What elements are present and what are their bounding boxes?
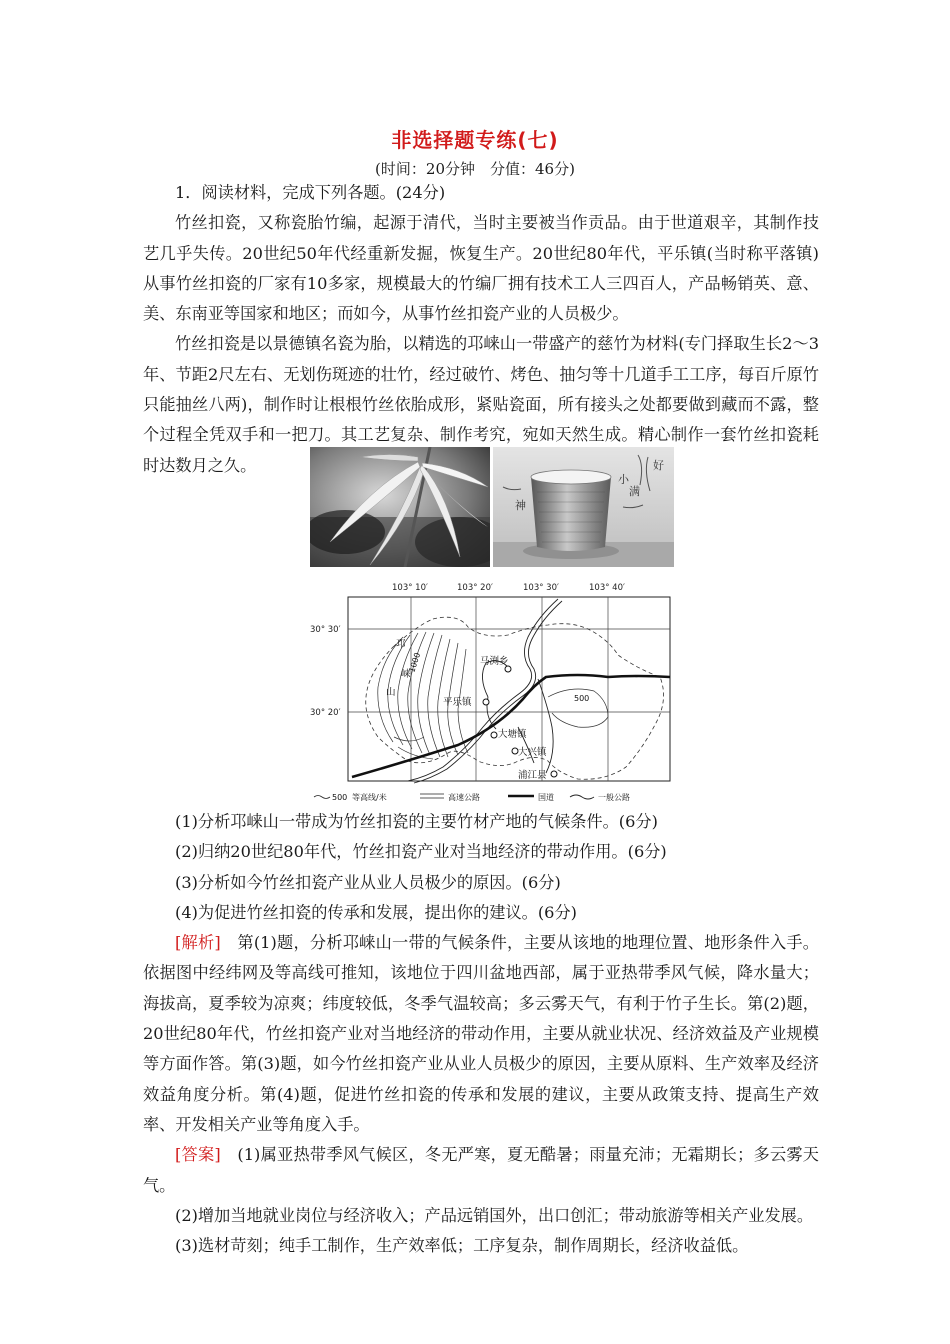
town-label: 大兴镇 bbox=[518, 747, 547, 758]
mountain-label: 邛 bbox=[396, 639, 406, 650]
exam-meta: (时间：20分钟 分值：46分) bbox=[375, 160, 575, 178]
mountain-label: 山 bbox=[386, 687, 396, 698]
questions-and-answers bbox=[143, 807, 819, 1261]
town-label: 浦江县 bbox=[518, 770, 547, 781]
photo-strip bbox=[310, 447, 674, 567]
legend-expressway-label: 高速公路 bbox=[448, 793, 480, 802]
material-paragraph-2: 竹丝扣瓷是以景德镇名瓷为胎，以精选的邛崃山一带盛产的慈竹为材料(专门择取生长2～3年、节距2尺左右、无划伤斑迹的壮竹，经过破竹、烤色、抽匀等十几道手工工序，每百斤原竹只能抽丝八两)，制作时让根根竹丝依胎成形，紧贴瓷面，所有接头之处都要做到藏而不露，整个过程全凭双手和一把刀。其工艺复杂、制作考究，宛如天然生成。精心制作一套竹丝扣瓷耗时达数月之久。 bbox=[143, 334, 819, 475]
town-label: 马渕乡 bbox=[480, 656, 509, 667]
question-stem: 1．阅读材料，完成下列各题。(24分) bbox=[175, 183, 446, 202]
answer-3: (3)选材苛刻；纯手工制作，生产效率低；工序复杂，制作周期长，经济收益低。 bbox=[175, 1236, 749, 1256]
map-legend bbox=[314, 792, 630, 802]
sub-question-3: (3)分析如今竹丝扣瓷产业从业人员极少的原因。(6分) bbox=[175, 872, 561, 892]
town-label: 平乐镇 bbox=[443, 697, 472, 708]
legend-contour-label: 等高线/米 bbox=[352, 793, 387, 802]
lon-label: 103° 10′ bbox=[392, 583, 428, 593]
legend-general-road-label: 一般公路 bbox=[598, 793, 630, 802]
sub-question-4: (4)为促进竹丝扣瓷的传承和发展，提出你的建议。(6分) bbox=[175, 902, 577, 922]
sub-question-1: (1)分析邛崃山一带成为竹丝扣瓷的主要竹材产地的气候条件。(6分) bbox=[175, 812, 658, 831]
mountain-label: 崃 bbox=[401, 669, 411, 680]
material-block bbox=[143, 178, 819, 481]
calligraphy-char: 小 bbox=[618, 473, 629, 486]
page-title: 非选择题专练(七) bbox=[391, 128, 559, 152]
answer-1 bbox=[143, 1140, 819, 1201]
answer-1-text: (1)属亚热带季风气候区，冬无严寒，夏无酷暑；雨量充沛；无霜期长；多云雾天气。 bbox=[143, 1145, 819, 1195]
lon-label: 103° 20′ bbox=[457, 583, 493, 593]
lat-label: 30° 20′ bbox=[310, 708, 341, 718]
calligraphy-char: 满 bbox=[629, 485, 640, 498]
contour-label-1000: 1000 bbox=[407, 651, 423, 674]
region-map bbox=[308, 577, 674, 805]
analysis-paragraph bbox=[143, 928, 819, 1140]
legend-national-road-label: 国道 bbox=[538, 793, 554, 802]
material-paragraph-1: 竹丝扣瓷，又称瓷胎竹编，起源于清代，当时主要被当作贡品。由于世道艰辛，其制作技艺几乎失传。20世纪50年代经重新发掘，恢复生产。20世纪80年代，平乐镇(当时称平落镇)从事竹丝扣瓷的厂家有10多家，规模最大的竹编厂拥有技术工人三四百人，产品畅销英、意、美、东南亚等国家和地区；而如今，从事竹丝扣瓷产业的人员极少。 bbox=[143, 213, 819, 324]
cup-photo bbox=[493, 447, 674, 567]
lon-label: 103° 30′ bbox=[523, 583, 559, 593]
bamboo-photo bbox=[310, 447, 490, 567]
answer-2: (2)增加当地就业岗位与经济收入；产品远销国外，出口创汇；带动旅游等相关产业发展。 bbox=[175, 1205, 814, 1225]
analysis-text: 第(1)题，分析邛崃山一带的气候条件，主要从该地的地理位置、地形条件入手。依据图中经纬网及等高线可推知，该地位于四川盆地西部，属于亚热带季风气候，降水量大；海拔高，夏季较为凉爽；纬度较低，冬季气温较高；多云雾天气，有利于竹子生长。第(2)题，20世纪80年代，竹丝扣瓷产业对当地经济的带动作用，主要从就业状况、经济效益及产业规模等方面作答。第(3)题，如今竹丝扣瓷产业从业人员极少的原因，主要从原料、生产效率及经济效益角度分析。第(4)题，促进竹丝扣瓷的传承和发展的建议，主要从政策支持、提高生产效率、开发相关产业等角度入手。 bbox=[143, 933, 819, 1134]
answer-tag: [答案] bbox=[175, 1145, 221, 1165]
calligraphy-char: 好 bbox=[653, 459, 664, 472]
lon-label: 103° 40′ bbox=[589, 583, 625, 593]
lat-label: 30° 30′ bbox=[310, 625, 341, 635]
sub-question-2: (2)归纳20世纪80年代，竹丝扣瓷产业对当地经济的带动作用。(6分) bbox=[175, 842, 667, 862]
calligraphy-char: 神 bbox=[515, 499, 526, 512]
analysis-tag: [解析] bbox=[175, 933, 221, 953]
town-label: 大塘镇 bbox=[498, 729, 527, 740]
contour-label-500: 500 bbox=[574, 694, 590, 703]
legend-contour-value: 500 bbox=[332, 793, 348, 802]
